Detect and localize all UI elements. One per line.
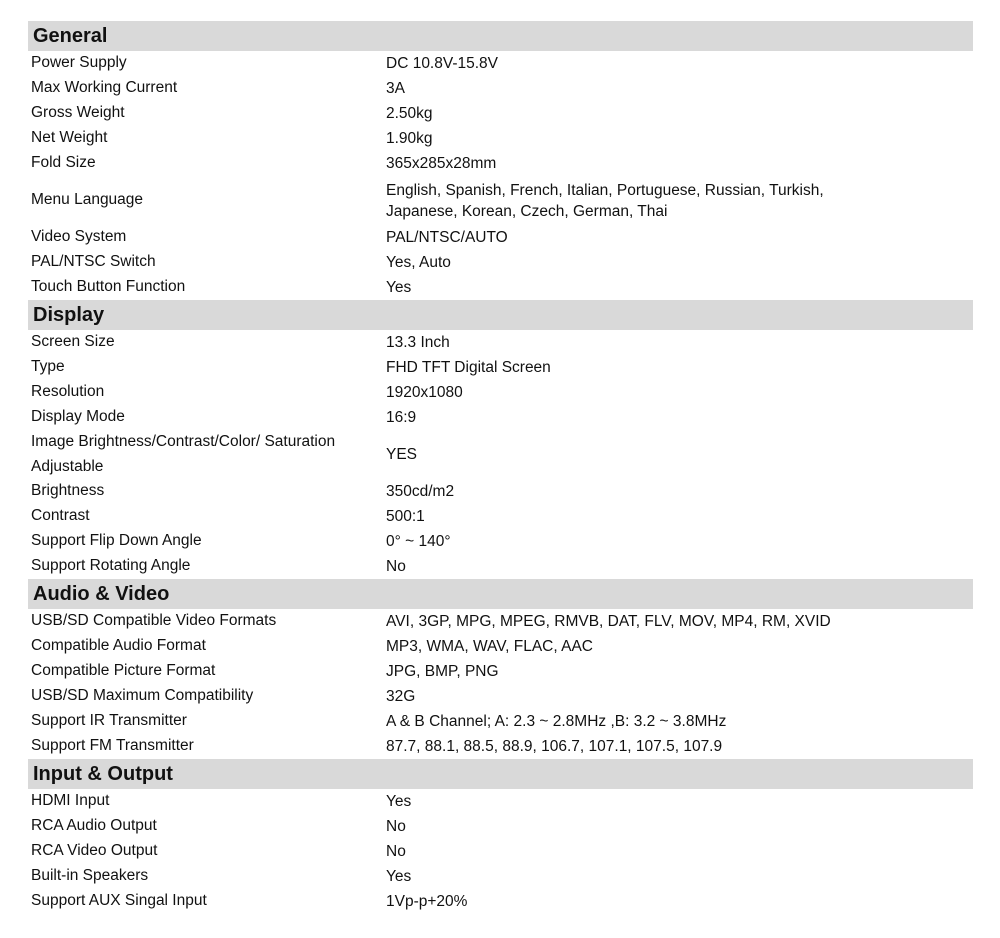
spec-value: 1920x1080	[386, 384, 463, 401]
spec-row	[28, 76, 973, 101]
section-header-audio-video: Audio & Video	[28, 579, 973, 609]
spec-label: Menu Language	[31, 191, 144, 209]
spec-row	[28, 504, 973, 529]
spec-row	[28, 225, 973, 250]
spec-label: Support Flip Down Angle	[31, 532, 202, 550]
section-header-input-output: Input & Output	[28, 759, 973, 789]
spec-row	[28, 51, 973, 76]
spec-value: 13.3 Inch	[386, 334, 450, 351]
spec-row	[28, 479, 973, 504]
spec-label: Compatible Picture Format	[31, 662, 216, 680]
spec-value: DC 10.8V-15.8V	[386, 55, 499, 72]
spec-row	[28, 250, 973, 275]
spec-value: 1Vp-p+20%	[386, 893, 468, 910]
spec-value: MP3, WMA, WAV, FLAC, AAC	[386, 638, 593, 655]
spec-value: YES	[386, 446, 418, 463]
spec-label: Resolution	[31, 383, 105, 401]
spec-row	[28, 554, 973, 579]
spec-value: No	[386, 843, 406, 860]
spec-value: No	[386, 558, 406, 575]
spec-row	[28, 126, 973, 151]
spec-label: Support AUX Singal Input	[31, 892, 207, 910]
spec-value: English, Spanish, French, Italian, Portuguese, Russian, Turkish, Japanese, Korean, Czech, German, Thai	[386, 181, 824, 220]
spec-label: RCA Audio Output	[31, 817, 157, 835]
spec-row	[28, 839, 973, 864]
spec-label: Screen Size	[31, 333, 115, 351]
spec-label: Built-in Speakers	[31, 867, 149, 885]
spec-label: Gross Weight	[31, 104, 125, 122]
spec-row	[28, 176, 973, 225]
spec-row	[28, 789, 973, 814]
spec-row	[28, 330, 973, 355]
spec-value: 365x285x28mm	[386, 155, 497, 172]
spec-label: HDMI Input	[31, 792, 110, 810]
spec-label: Touch Button Function	[31, 278, 186, 296]
spec-value: 3A	[386, 80, 405, 97]
spec-value: FHD TFT Digital Screen	[386, 359, 551, 376]
spec-row	[28, 659, 973, 684]
spec-row	[28, 380, 973, 405]
spec-label: Display Mode	[31, 408, 125, 426]
spec-label: Support Rotating Angle	[31, 557, 191, 575]
spec-value: 16:9	[386, 409, 417, 426]
section-header-display: Display	[28, 300, 973, 330]
spec-value: Yes	[386, 868, 412, 885]
spec-label: Brightness	[31, 482, 105, 500]
spec-row	[28, 529, 973, 554]
spec-label: RCA Video Output	[31, 842, 158, 860]
spec-value: 2.50kg	[386, 105, 433, 122]
spec-row	[28, 151, 973, 176]
spec-row	[28, 684, 973, 709]
spec-label: Power Supply	[31, 54, 127, 72]
spec-label: Image Brightness/Contrast/Color/ Saturation Adjustable	[31, 433, 336, 475]
spec-value: 32G	[386, 688, 416, 705]
spec-label: Contrast	[31, 507, 90, 525]
spec-value: 500:1	[386, 508, 425, 525]
spec-row	[28, 709, 973, 734]
spec-label: Video System	[31, 228, 127, 246]
spec-label: Fold Size	[31, 154, 96, 172]
spec-value: PAL/NTSC/AUTO	[386, 229, 508, 246]
spec-value: 87.7, 88.1, 88.5, 88.9, 106.7, 107.1, 107.5, 107.9	[386, 738, 723, 755]
spec-label: Compatible Audio Format	[31, 637, 206, 655]
spec-label: Max Working Current	[31, 79, 178, 97]
spec-label: USB/SD Maximum Compatibility	[31, 687, 254, 705]
spec-value: No	[386, 818, 406, 835]
spec-row	[28, 430, 973, 479]
spec-label: PAL/NTSC Switch	[31, 253, 156, 271]
spec-value: 0° ~ 140°	[386, 533, 451, 550]
spec-row	[28, 889, 973, 914]
spec-row	[28, 355, 973, 380]
spec-label: Type	[31, 358, 65, 376]
spec-row	[28, 734, 973, 759]
spec-value: AVI, 3GP, MPG, MPEG, RMVB, DAT, FLV, MOV, MP4, RM, XVID	[386, 613, 831, 630]
spec-row	[28, 405, 973, 430]
spec-value: Yes	[386, 279, 412, 296]
spec-row	[28, 634, 973, 659]
spec-label: USB/SD Compatible Video Formats	[31, 612, 277, 630]
spec-label: Net Weight	[31, 129, 108, 147]
spec-row	[28, 101, 973, 126]
spec-row	[28, 275, 973, 300]
spec-label: Support FM Transmitter	[31, 737, 194, 755]
spec-value: 1.90kg	[386, 130, 433, 147]
spec-row	[28, 609, 973, 634]
spec-sheet	[28, 21, 973, 914]
spec-row	[28, 864, 973, 889]
spec-row	[28, 814, 973, 839]
spec-value: A & B Channel; A: 2.3 ~ 2.8MHz ,B: 3.2 ~ 3.8MHz	[386, 713, 727, 730]
section-header-general: General	[28, 21, 973, 51]
spec-value: Yes	[386, 793, 412, 810]
spec-label: Support IR Transmitter	[31, 712, 187, 730]
spec-value: JPG, BMP, PNG	[386, 663, 499, 680]
spec-value: 350cd/m2	[386, 483, 455, 500]
spec-value: Yes, Auto	[386, 254, 451, 271]
